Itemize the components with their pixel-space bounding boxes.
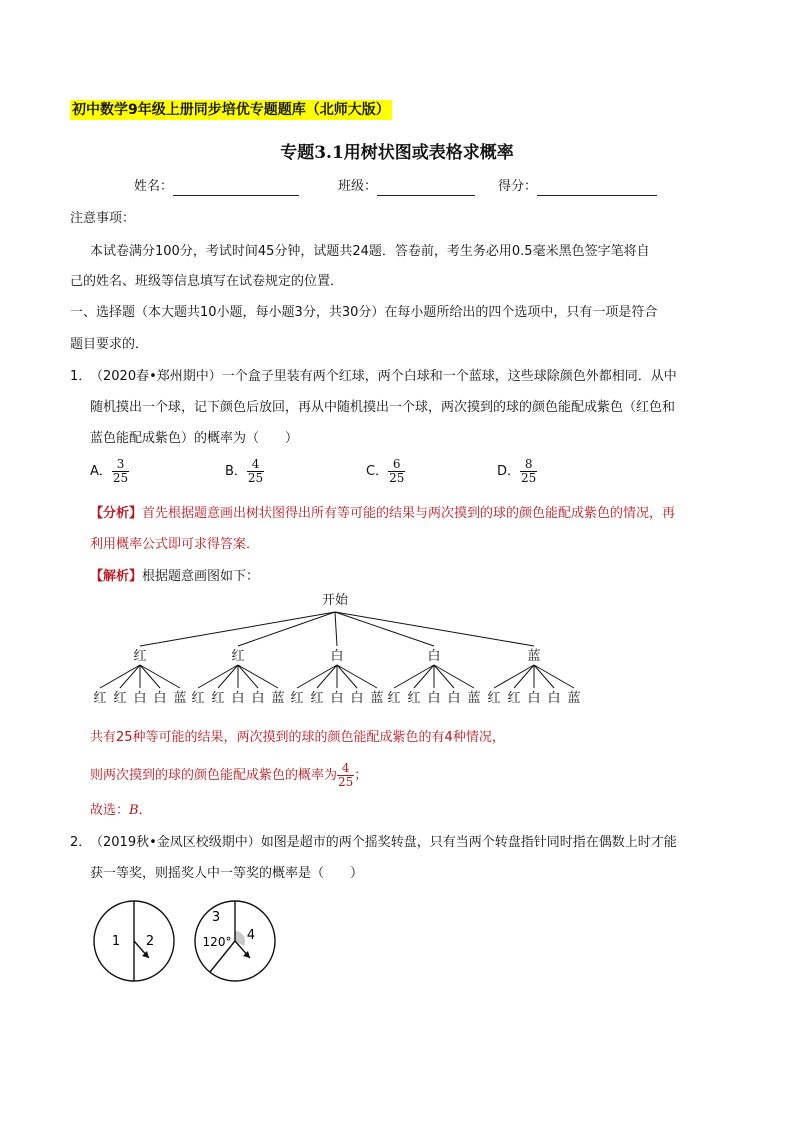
tree-branch-l2 bbox=[317, 665, 337, 688]
tree-branch-l1 bbox=[140, 612, 335, 646]
tree-level2-node: 红 bbox=[290, 691, 304, 706]
notice-label: 注意事项： bbox=[70, 211, 136, 226]
page-title: 专题3.1用树状图或表格求概率 bbox=[280, 143, 514, 163]
tree-level2-node: 白 bbox=[427, 691, 441, 706]
tree-root-label: 开始 bbox=[321, 593, 349, 608]
q2-number: 2． bbox=[70, 835, 92, 850]
q1-number: 1． bbox=[70, 369, 92, 384]
wheel1-right-label: 2 bbox=[145, 934, 155, 949]
analysis-line-1: 首先根据题意画出树状图得出所有等可能的结果与两次摸到的球的颜色能配成紫色的情况，再 bbox=[142, 506, 676, 521]
tree-branch-l2 bbox=[494, 665, 534, 688]
score-blank[interactable] bbox=[537, 181, 657, 196]
tree-branch-l2 bbox=[120, 665, 140, 688]
wheel1-left-label: 1 bbox=[111, 934, 121, 949]
result-line-1: 共有25种等可能的结果，两次摸到的球的颜色能配成紫色的有4种情况， bbox=[90, 730, 505, 745]
spinner-wheel-2 bbox=[195, 901, 275, 981]
tree-level1-node: 蓝 bbox=[527, 649, 541, 664]
q1-analysis bbox=[90, 505, 675, 523]
tree-branch-l2 bbox=[218, 665, 238, 688]
q1-solution bbox=[90, 568, 259, 586]
section-line-2: 题目要求的． bbox=[70, 337, 149, 352]
name-blank[interactable] bbox=[173, 181, 299, 196]
tree-branch-l2 bbox=[238, 665, 278, 688]
spinner-wheel-1 bbox=[94, 901, 174, 981]
class-field[interactable] bbox=[338, 178, 475, 196]
result-text: 则两次摸到的球的颜色能配成紫色的概率为 bbox=[90, 768, 338, 783]
tree-level2-node: 红 bbox=[387, 691, 401, 706]
score-label: 得分： bbox=[498, 179, 538, 194]
tree-level2-node: 红 bbox=[93, 691, 107, 706]
tree-level1-node: 白 bbox=[330, 649, 344, 664]
tree-level2-node: 红 bbox=[487, 691, 501, 706]
tree-level2-node: 白 bbox=[153, 691, 167, 706]
analysis-tag: 【分析】 bbox=[90, 506, 143, 521]
score-field[interactable] bbox=[498, 178, 657, 196]
name-field[interactable] bbox=[134, 178, 299, 196]
result-line-2 bbox=[90, 762, 367, 789]
tree-branch-l2 bbox=[434, 665, 454, 688]
tree-level2-node: 红 bbox=[310, 691, 324, 706]
tree-level2-node: 白 bbox=[133, 691, 147, 706]
answer-end: ． bbox=[138, 803, 152, 818]
tree-branch-l2 bbox=[337, 665, 357, 688]
tree-level2-node: 白 bbox=[231, 691, 245, 706]
tree-level2-node: 红 bbox=[507, 691, 521, 706]
option-b-label: B． bbox=[225, 464, 247, 479]
tree-branch-l2 bbox=[238, 665, 258, 688]
option-c-den: 25 bbox=[389, 471, 405, 485]
q1-option-d[interactable] bbox=[497, 458, 537, 485]
tree-level2-node: 蓝 bbox=[370, 691, 384, 706]
result-end: ； bbox=[354, 768, 368, 783]
q1-option-a[interactable] bbox=[90, 458, 129, 485]
option-c-num: 6 bbox=[388, 458, 405, 472]
wheel2-angle-label: 120° bbox=[202, 935, 232, 949]
q1-answer bbox=[90, 802, 152, 820]
solution-tag: 【解析】 bbox=[90, 569, 143, 584]
option-c-label: C． bbox=[366, 464, 389, 479]
solution-text: 根据题意画图如下： bbox=[142, 569, 260, 584]
tree-level2-node: 红 bbox=[211, 691, 225, 706]
tree-branch-l1 bbox=[335, 612, 534, 646]
option-a-num: 3 bbox=[112, 458, 129, 472]
tree-level2-node: 红 bbox=[407, 691, 421, 706]
tree-branch-l2 bbox=[534, 665, 574, 688]
answer-prefix: 故选： bbox=[90, 803, 130, 818]
q1-line-3: 蓝色能配成紫色）的概率为（ ） bbox=[90, 431, 299, 446]
tree-level2-node: 蓝 bbox=[467, 691, 481, 706]
tree-branch-l1 bbox=[238, 612, 335, 646]
option-a-den: 25 bbox=[112, 471, 129, 485]
option-a-label: A． bbox=[90, 464, 112, 479]
q2-line-2: 获一等奖，则摇奖人中一等奖的概率是（ ） bbox=[90, 866, 364, 881]
tree-branch-l2 bbox=[514, 665, 534, 688]
tree-branch-l2 bbox=[534, 665, 554, 688]
class-label: 班级： bbox=[338, 179, 378, 194]
tree-level2-node: 蓝 bbox=[567, 691, 581, 706]
tree-level2-node: 蓝 bbox=[173, 691, 187, 706]
option-d-num: 8 bbox=[520, 458, 537, 472]
option-d-den: 25 bbox=[521, 471, 537, 485]
tree-level1-node: 红 bbox=[133, 649, 147, 664]
spinner-wheels bbox=[88, 900, 288, 990]
tree-level2-node: 蓝 bbox=[271, 691, 285, 706]
notice-line-2: 己的姓名、班级等信息填写在试卷规定的位置． bbox=[70, 274, 344, 289]
tree-level2-node: 白 bbox=[251, 691, 265, 706]
option-b-num: 4 bbox=[247, 458, 264, 472]
tree-branch-l1 bbox=[335, 612, 337, 646]
result-num: 4 bbox=[337, 762, 354, 776]
probability-tree-diagram bbox=[80, 590, 600, 715]
tree-branch-l2 bbox=[297, 665, 337, 688]
tree-branch-l2 bbox=[337, 665, 377, 688]
wheel2-right-label: 4 bbox=[246, 928, 256, 943]
class-blank[interactable] bbox=[377, 181, 475, 196]
tree-branch-l2 bbox=[140, 665, 160, 688]
tree-branch-l2 bbox=[100, 665, 140, 688]
analysis-line-2: 利用概率公式即可求得答案． bbox=[90, 537, 260, 552]
section-line-1: 一、选择题（本大题共10小题，每小题3分，共30分）在每小题所给出的四个选项中，只有一项是符合 bbox=[70, 305, 658, 320]
tree-level2-node: 白 bbox=[447, 691, 461, 706]
tree-level1-node: 红 bbox=[231, 649, 245, 664]
tree-level2-node: 白 bbox=[527, 691, 541, 706]
tree-branch-l2 bbox=[198, 665, 238, 688]
q1-option-b[interactable] bbox=[225, 458, 264, 485]
tree-level2-node: 红 bbox=[113, 691, 127, 706]
q1-line-1: （2020春•郑州期中）一个盒子里装有两个红球，两个白球和一个蓝球，这些球除颜色外都相同．从中 bbox=[90, 369, 677, 384]
tree-level2-node: 白 bbox=[547, 691, 561, 706]
tree-branch-l2 bbox=[414, 665, 434, 688]
series-banner: 初中数学9年级上册同步培优专题题库（北师大版） bbox=[72, 102, 390, 118]
tree-branch-l2 bbox=[434, 665, 474, 688]
name-label: 姓名： bbox=[134, 179, 174, 194]
tree-branch-l2 bbox=[394, 665, 434, 688]
option-d-label: D． bbox=[497, 464, 521, 479]
tree-branch-l2 bbox=[140, 665, 180, 688]
notice-line-1: 本试卷满分100分，考试时间45分钟，试题共24题．答卷前，考生务必用0.5毫米黑色签字笔将自 bbox=[90, 244, 650, 259]
wheel2-top-label: 3 bbox=[211, 910, 221, 925]
tree-level1-node: 白 bbox=[427, 649, 441, 664]
answer-letter: B bbox=[129, 803, 139, 818]
tree-level2-node: 白 bbox=[330, 691, 344, 706]
tree-level2-node: 红 bbox=[191, 691, 205, 706]
result-den: 25 bbox=[338, 775, 354, 789]
tree-level2-node: 白 bbox=[350, 691, 364, 706]
q1-line-2: 随机摸出一个球，记下颜色后放回，再从中随机摸出一个球，两次摸到的球的颜色能配成紫色（红色和 bbox=[90, 400, 676, 415]
q1-option-c[interactable] bbox=[366, 458, 405, 485]
q2-line-1: （2019秋•金凤区校级期中）如图是超市的两个摇奖转盘，只有当两个转盘指针同时指在偶数上时才能 bbox=[90, 835, 677, 850]
tree-branch-l1 bbox=[335, 612, 434, 646]
option-b-den: 25 bbox=[247, 471, 264, 485]
